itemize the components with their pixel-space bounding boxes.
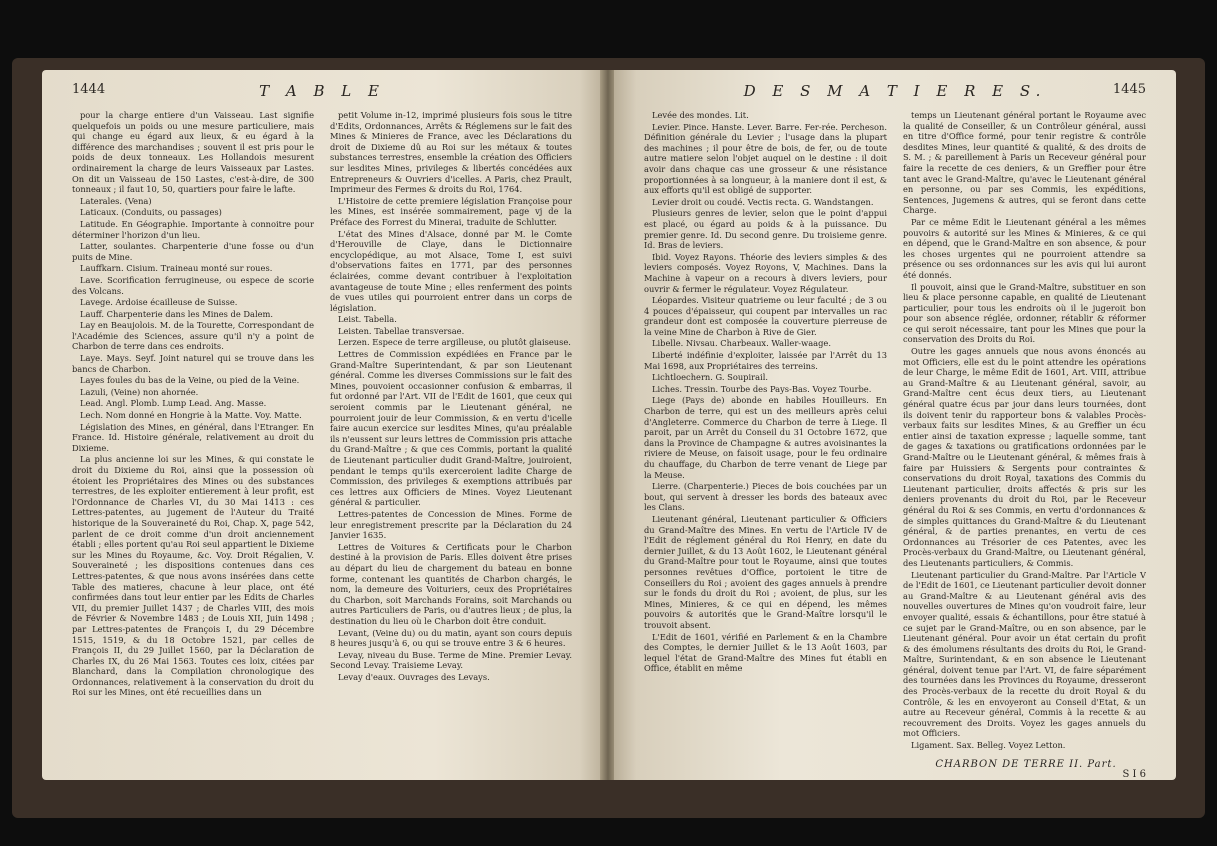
right-page-number: 1445	[1112, 82, 1146, 97]
entry-paragraph: Levay d'eaux. Ouvrages des Levays.	[338, 671, 490, 682]
left-column-2	[330, 110, 572, 750]
entry-paragraph: Lay en Beaujolois. M. de la Tourette, Correspondant de l'Académie des Sciences, assure qu'il n'y a point de Charbon de terre dans ces endroits.	[72, 320, 314, 352]
entry-paragraph: Plusieurs genres de levier, selon que le point d'appui est placé, ou égard au poids & à la puissance. Du premier genre. Id. Du second genre. Du troisieme genre. Id. Bras de leviers.	[644, 208, 887, 251]
entry-paragraph: L'Histoire de cette premiere législation Françoise pour les Mines, est insérée sommairement, page vj de la Préface des Forrest du Minerai, traduite de Schlutter.	[330, 195, 572, 227]
entry-paragraph: Liberté indéfinie d'exploiter, laissée par l'Arrêt du 13 Mai 1698, aux Propriétaires des terreins.	[644, 350, 887, 371]
right-column-1	[644, 110, 887, 750]
left-page	[42, 70, 602, 780]
entry-paragraph: Par ce même Edit le Lieutenant général a les mêmes pouvoirs & autorité sur les Mines & Minieres, & ce qui en dépend, que le Grand-Maître en son absence, & pour les choses urgentes qui ne pourroient attendre sa présence ou ses ordonnances sur les avis qui lui auront été donnés.	[903, 216, 1146, 280]
entry-paragraph: Levée des mondes. Lit.	[652, 110, 749, 120]
right-page-header	[644, 82, 1146, 104]
entry-paragraph: Latter, soulantes. Charpenterie d'une fosse ou d'un puits de Mine.	[72, 241, 314, 262]
entry-paragraph: Lieutenant général, Lieutenant particulier & Officiers du Grand-Maître des Mines. En vertu de l'Article IV de l'Edit de réglement général du Roi Henry, en date du dernier Juillet, & du 13 Août 1602, le Lieutenant général du Grand-Maître pour tout le Royaume, ainsi que toutes personnes revêtues d'Office, portoient le titre de Conseillers du Roi ; avoient des gages annuels à prendre sur le fonds du droit du Roi ; avoient, de plus, sur les Mines, Minieres, & ce qui en dépend, les mêmes pouvoirs & autorités que le Grand-Maître lorsqu'il le trouvoit absent.	[644, 513, 887, 630]
signature-mark: S I 6	[1122, 769, 1146, 780]
left-column-1	[72, 110, 314, 750]
left-page-title: T A B L E	[259, 82, 385, 100]
entry-paragraph: L'état des Mines d'Alsace, donné par M. le Comte d'Herouville de Claye, dans le Dictionnaire encyclopédique, au mot Alsace, Tome I, est suivi d'observations faites en 1771, par des personnes éclairées, comme devant contribuer à l'exploitation avantageuse de toute Mine ; elles renferment des points de vues utiles qui pourroient entrer dans un corps de législation.	[330, 228, 572, 313]
entry-paragraph: Levant, (Veine du) ou du matin, ayant son cours depuis 8 heures jusqu'à 6, ou qui se trouve entre 3 & 6 heures.	[330, 627, 572, 649]
right-page	[614, 70, 1176, 780]
entry-paragraph: Léopardes. Visiteur quatrieme ou leur faculté ; de 3 ou 4 pouces d'épaisseur, qui coupent par intervalles un rac grandeur dont est composée la couverture pierreuse de la veine Mine de Charbon à Rive de Gier.	[644, 295, 887, 337]
entry-paragraph: Lerzen. Espece de terre argilleuse, ou plutôt glaiseuse.	[338, 337, 571, 348]
entry-paragraph: Lavege. Ardoise écailleuse de Suisse.	[80, 297, 238, 308]
entry-paragraph: Lech. Nom donné en Hongrie à la Matte. Voy. Matte.	[80, 410, 302, 421]
right-page-title: D E S M A T I E R E S.	[743, 82, 1047, 100]
entry-paragraph: Lettres de Commission expédiées en France par le Grand-Maître Superintendant, & par son Lieutenant général. Comme les diverses Commissions sur le fait des Mines, pouvoient occasionner confusion & embarras, il fut ordonné par l'Art. VII de l'Edit de 1601, que ceux qui seroient commis par le Lieutenant général, ne pourroient jouir de leur Commission, & en vertu d'icelle faire aucun exercice sur lesdites Mines, qu'au préalable ils n'eussent sur leurs lettres de Commission pris attache du Grand-Maître ; & que ces Commis, portant la qualité de Lieutenant particulier dudit Grand-Maître, jouiroient, pendant le temps qu'ils exerceroient ladite Charge de Commission, des privileges & exemptions attribués par ces lettres aux Officiers de Mines. Voyez Lieutenant général & particulier.	[330, 349, 572, 508]
entry-paragraph: Levier. Pince. Hanste. Lever. Barre. Fer-rée. Percheson. Définition générale du Levier ; l'usage dans la plupart des machines ; il pour être de bois, de fer, ou de toute autre matiere selon l'objet auquel on le destine : il doit avoir dans chaque cas une grosseur & une résistance proportionnées à sa longueur, à la maniere dont il est, & aux efforts qu'il est obligé de supporter.	[644, 121, 887, 196]
entry-paragraph: temps un Lieutenant général portant le Royaume avec la qualité de Conseiller, & un Contrôleur général, aussi en titre d'Office formé, pour tenir registre & contrôle desdites Mines, leur quantité & qualité, & des droits de S. M. ; & pareillement à Paris un Receveur général pour faire la recette de ces deniers, & un Greffier pour être tant avec le Grand-Maître, qu'avec le Lieutenant général en personne, ou par ses Commis, les expéditions, Sentences, Jugemens & autres, qui se feront dans cette Charge.	[903, 110, 1146, 216]
entry-paragraph: Lazuli, (Veine) non ahornée.	[80, 386, 199, 397]
entry-paragraph: Lauffkarn. Cisium. Traineau monté sur roues.	[80, 263, 273, 274]
entry-paragraph: Latitude. En Géographie. Importante à connoitre pour déterminer l'horizon d'un lieu.	[72, 218, 314, 240]
right-page-columns	[644, 110, 1146, 750]
entry-paragraph: La plus ancienne loi sur les Mines, & qui constate le droit du Dixieme du Roi, ainsi que la possession où étoient les Propriétaires des Mines ou des substances terrestres, de les exploiter entierement à leur profit, est l'Ordonnance de Charles VI, du 30 Mai 1413 : ces Lettres-patentes, au jugement de l'Auteur du Traité historique de la Souveraineté du Roi, Chap. X, page 542, parlent de ce droit comme d'un droit anciennement établi ; elles portent qu'au Roi seul appartient le Dixieme sur les Mines du Royaume, &c. Voy. Droit Régalien, V. Souveraineté ; les dispositions contenues dans ces Lettres-patentes, & que nous avons insérées dans cette Table des matieres, chacune à leur place, ont été confirmées dans tout leur entier par les Edits de Charles VII, du premier Juillet 1437 ; de Charles VIII, des mois de Février & Novembre 1483 ; de Louis XII, Juin 1498 ; par Lettres-patentes de François I, du 29 Décembre 1515, 1519, & du 18 Octobre 1521, par celles de François II, du 29 Juillet 1560, par la Déclaration de Charles IX, du 26 Mai 1563. Toutes ces loix, citées par Blanchard, dans la Compilation chronologique des Ordonnances, relativement à la conservation du droit du Roi sur les Mines, ont été recueillies dans un	[72, 454, 314, 698]
entry-paragraph: Laticaux. (Conduits, ou passages)	[80, 207, 222, 218]
entry-paragraph: Législation des Mines, en général, dans l'Etranger. En France. Id. Histoire générale, relativement au droit du Dixieme.	[72, 421, 314, 453]
entry-paragraph: Libelle. Nivsau. Charbeaux. Waller-waage.	[652, 338, 831, 349]
entry-paragraph: pour la charge entiere d'un Vaisseau. Last signifie quelquefois un poids ou une mesure particuliere, mais qui change eu égard aux lieux, & eu égard à la différence des marchandises ; souvent il est pris pour le poids de deux tonneaux. Les Hollandois mesurent ordinairement la charge de leurs Vaisseaux par Lastes. On dit un Vaisseau de 150 Lastes, c'est-à-dire, de 300 tonneaux ; il faut 10, 50, quartiers pour faire le lafte.	[72, 110, 314, 195]
entry-paragraph: Lieutenant particulier du Grand-Maître. Par l'Article V de l'Edit de 1601, ce Lieutenant particulier devoit donner au Grand-Maître & au Lieutenant général avis des nouvelles ouvertures de Mines qu'on voudroit faire, leur envoyer qualité, essais & échantillons, pour être statué à ce sujet par le Grand-Maître, ou en son absence, par le Lieutenant général. Pour avoir un état certain du profit & des émolumens résultants des droits du Roi, le Grand-Maître, Surintendant, & en son absence le Lieutenant général, doivent tenue par l'Art. VI, de faire séparément des tournées dans les Provinces du Royaume, dresseront des Procès-verbaux de la recette du droit Royal & du Contrôle, & les en envoyeront au Conseil d'Etat, & un autre au Receveur général, Commis à la recette & au recouvrement des Droits. Voyez les gages annuels du mot Officiers.	[903, 569, 1146, 739]
entry-paragraph: Leist. Tabella.	[338, 314, 397, 325]
entry-paragraph: Il pouvoit, ainsi que le Grand-Maître, substituer en son lieu & place personne capable, en qualité de Lieutenant particulier, pour tous les endroits où il le jugeroit bon pour son absence réglée, ordonner, rétablir & réformer ce qui seroit nécessaire, tant pour les Mines que pour la conservation des Droits du Roi.	[903, 281, 1146, 345]
entry-paragraph: Levay, niveau du Buse. Terme de Mine. Premier Levay. Second Levay. Traisieme Levay.	[330, 649, 572, 671]
entry-paragraph: Liches. Tressin. Tourbe des Pays-Bas. Voyez Tourbe.	[652, 383, 872, 394]
entry-paragraph: Laterales. (Vena)	[80, 195, 152, 206]
entry-paragraph: Lierre. (Charpenterie.) Pieces de bois couchées par un bout, qui servent à dresser les bords des bateaux avec les Clans.	[644, 481, 887, 513]
entry-paragraph: Layes foules du bas de la Veine, ou pied de la Veine.	[80, 375, 300, 386]
entry-paragraph: Lichtloechern. G. Soupirail.	[652, 372, 768, 383]
left-page-header	[72, 82, 572, 104]
left-page-number: 1444	[72, 82, 106, 97]
entry-paragraph: Liege (Pays de) abonde en habiles Houilleurs. En Charbon de terre, qui est un des meilleurs après celui d'Angleterre. Commerce du Charbon de terre à Liege. Il paroit, par un Arrêt du Conseil du 31 Octobre 1672, que dans la Province de Champagne & autres avoisinantes la riviere de Meuse, on faisoit usage, pour le feu ordinaire du chauffage, du Charbon de terre venant de Liege par la Meuse.	[644, 395, 887, 480]
right-column-2	[903, 110, 1146, 750]
entry-paragraph: Leisten. Tabellae transversae.	[338, 325, 465, 336]
entry-paragraph: Lead. Angl. Plomb. Lump Lead. Ang. Masse.	[80, 398, 267, 409]
running-footer: CHARBON DE TERRE II. Part.	[935, 759, 1117, 770]
entry-paragraph: Lettres-patentes de Concession de Mines. Forme de leur enregistrement prescrite par la Déclaration du 24 Janvier 1635.	[330, 508, 572, 541]
entry-paragraph: Ibid. Voyez Rayons. Théorie des leviers simples & des leviers composés. Voyez Royons, V, Machines. Dans la Machine à vapeur on a recours à divers leviers, pour ouvrir & fermer le régulateur. Voyez Régulateur.	[644, 251, 887, 294]
entry-paragraph: Lave. Scorification ferrugineuse, ou espece de scorie des Volcans.	[72, 274, 314, 296]
left-page-columns	[72, 110, 572, 750]
entry-paragraph: Lauff. Charpenterie dans les Mines de Dalem.	[80, 308, 274, 319]
entry-paragraph: Ligament. Sax. Belleg. Voyez Letton.	[911, 740, 1066, 750]
entry-paragraph: L'Edit de 1601, vérifié en Parlement & en la Chambre des Comptes, le dernier Juillet & le 13 Août 1603, par lequel l'état de Grand-Maître des Mines fut établi en Office, établit en même	[644, 631, 887, 674]
entry-paragraph: Outre les gages annuels que nous avons énoncés au mot Officiers, elle est du le point attendre les opérations de leur Charge, le même Edit de 1601, Art. VIII, attribue au Grand-Maître & au Lieutenant général, savoir, au Grand-Maître cent écus deux tiers, au Lieutenant général quatre écus par jour dans leurs tournées, dont ils doivent tenir du rapporteur bons & valables Procès-verbaux faits sur lesdites Mines, & au Greffier un écu entier ainsi de taxation expresse ; laquelle somme, tant de gages & taxations ou gratifications ordonnées par le Grand-Maître ou le Lieutenant général, & mêmes frais à faire par Huissiers & Sergents pour contraintes & conservations du droit Royal, taxations des Commis du Lieutenant particulier, droits affectés & pris sur les deniers provenants du droit du Roi, par le Receveur général du Roi & ses Commis, en vertu d'ordonnances & de simples quittances du Grand-Maître & du Lieutenant général, & de parties prenantes, en vertu de ces Ordonnances au Trésorier de ces Patentes, avec les Procès-verbaux du Grand-Maître, ou Lieutenant général, des Lieutenants particuliers, & Commis.	[903, 346, 1146, 568]
entry-paragraph: Lettres de Voitures & Certificats pour le Charbon destiné à la provision de Paris. Elles doivent être prises au départ du lieu de chargement du bateau en bonne forme, contenant les quantités de Charbon chargés, le nom, la demeure des Voituriers, ceux des Propriétaires du Charbon, soit Marchands Forains, soit Marchands ou autres Particuliers de Paris, ou d'autres lieux ; de plus, la destination du lieu où le Charbon doit être conduit.	[330, 541, 572, 626]
entry-paragraph: Laye. Mays. Seyf. Joint naturel qui se trouve dans les bancs de Charbon.	[72, 353, 314, 374]
entry-paragraph: petit Volume in-12, imprimé plusieurs fois sous le titre d'Edits, Ordonnances, Arrêts & Réglemens sur le fait des Mines & Minieres de France, avec les Déclarations du droit de Dixieme dû au Roi sur les métaux & toutes substances terrestres, ensemble la création des Officiers sur lesdites Mines, privileges & libertés concédées aux Entrepreneurs & Ouvriers d'icelles. A Paris, chez Prault, Imprimeur des Fermes & droits du Roi, 1764.	[330, 110, 572, 195]
entry-paragraph: Levier droit ou coudé. Vectis recta. G. Wandstangen.	[652, 196, 874, 207]
